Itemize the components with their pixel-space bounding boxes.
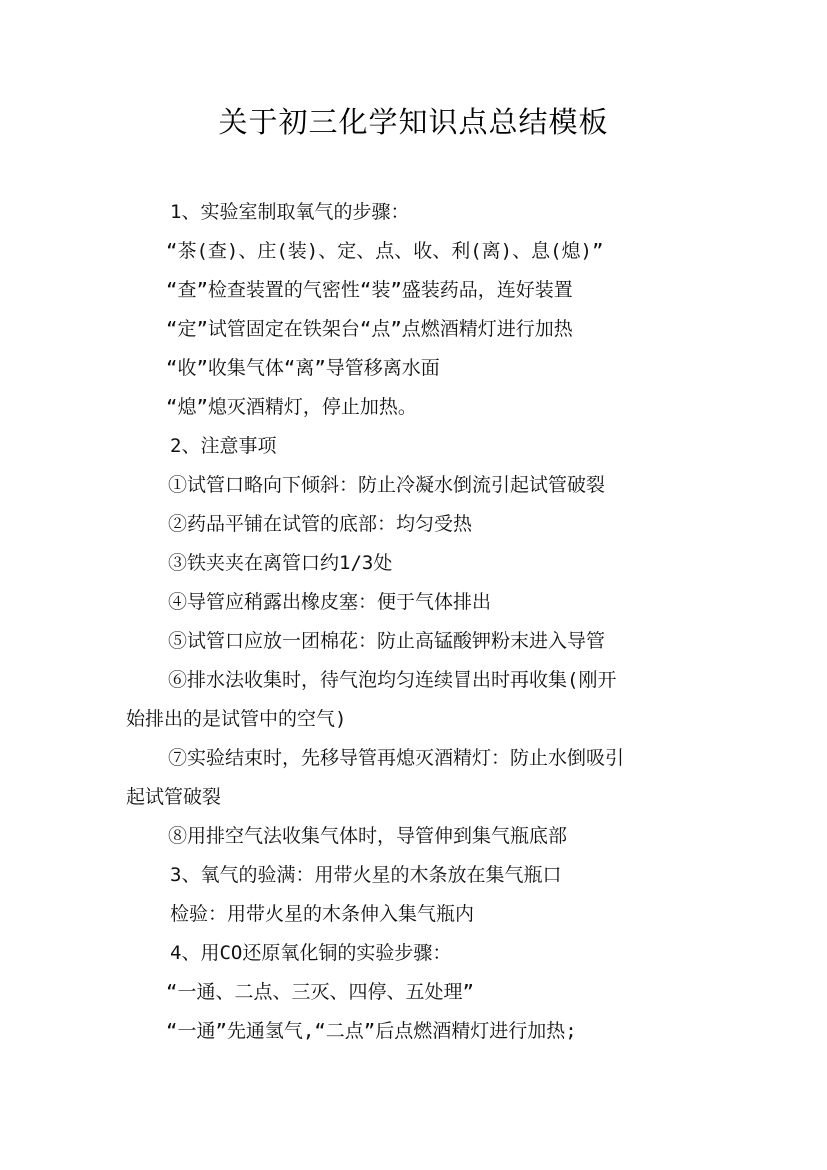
- note-item: ⑧用排空气法收集气体时，导管伸到集气瓶底部: [168, 825, 568, 847]
- mnemonic-line: “一通、二点、三灭、四停、五处理”: [166, 981, 474, 1003]
- note-item: ①试管口略向下倾斜：防止冷凝水倒流引起试管破裂: [168, 474, 606, 496]
- text-line: “查”检查装置的气密性“装”盛装药品，连好装置: [166, 279, 573, 301]
- note-item: ④导管应稍露出橡皮塞：便于气体排出: [168, 591, 492, 613]
- text-line: “定”试管固定在铁架台“点”点燃酒精灯进行加热: [166, 318, 573, 340]
- note-item-continuation: 起试管破裂: [126, 786, 222, 808]
- note-item: ③铁夹夹在离管口约1/3处: [168, 552, 393, 574]
- note-item: ⑥排水法收集时，待气泡均匀连续冒出时再收集(刚开: [168, 669, 617, 691]
- document-title: 关于初三化学知识点总结模板: [218, 105, 609, 139]
- section-heading-oxygen-test: 3、氧气的验满：用带火星的木条放在集气瓶口: [170, 864, 562, 886]
- section-heading-co-reduction: 4、用CO还原氧化铜的实验步骤：: [170, 942, 452, 964]
- note-item: ⑤试管口应放一团棉花：防止高锰酸钾粉末进入导管: [168, 630, 606, 652]
- text-line: “收”收集气体“离”导管移离水面: [166, 357, 440, 379]
- text-line: “一通”先通氢气,“二点”后点燃酒精灯进行加热;: [166, 1020, 577, 1042]
- note-item-continuation: 始排出的是试管中的空气): [126, 708, 347, 730]
- section-heading-oxygen-steps: 1、实验室制取氧气的步骤：: [170, 201, 410, 223]
- document-body: [0, 193, 827, 1051]
- mnemonic-line: “茶(查)、庄(装)、定、点、收、利(离)、息(熄)”: [166, 240, 604, 262]
- note-item: ②药品平铺在试管的底部：均匀受热: [168, 513, 473, 535]
- text-line: “熄”熄灭酒精灯，停止加热。: [166, 396, 417, 418]
- text-line: 检验：用带火星的木条伸入集气瓶内: [170, 903, 475, 925]
- note-item: ⑦实验结束时，先移导管再熄灭酒精灯：防止水倒吸引: [168, 747, 625, 769]
- section-heading-notes: 2、注意事项: [170, 435, 277, 457]
